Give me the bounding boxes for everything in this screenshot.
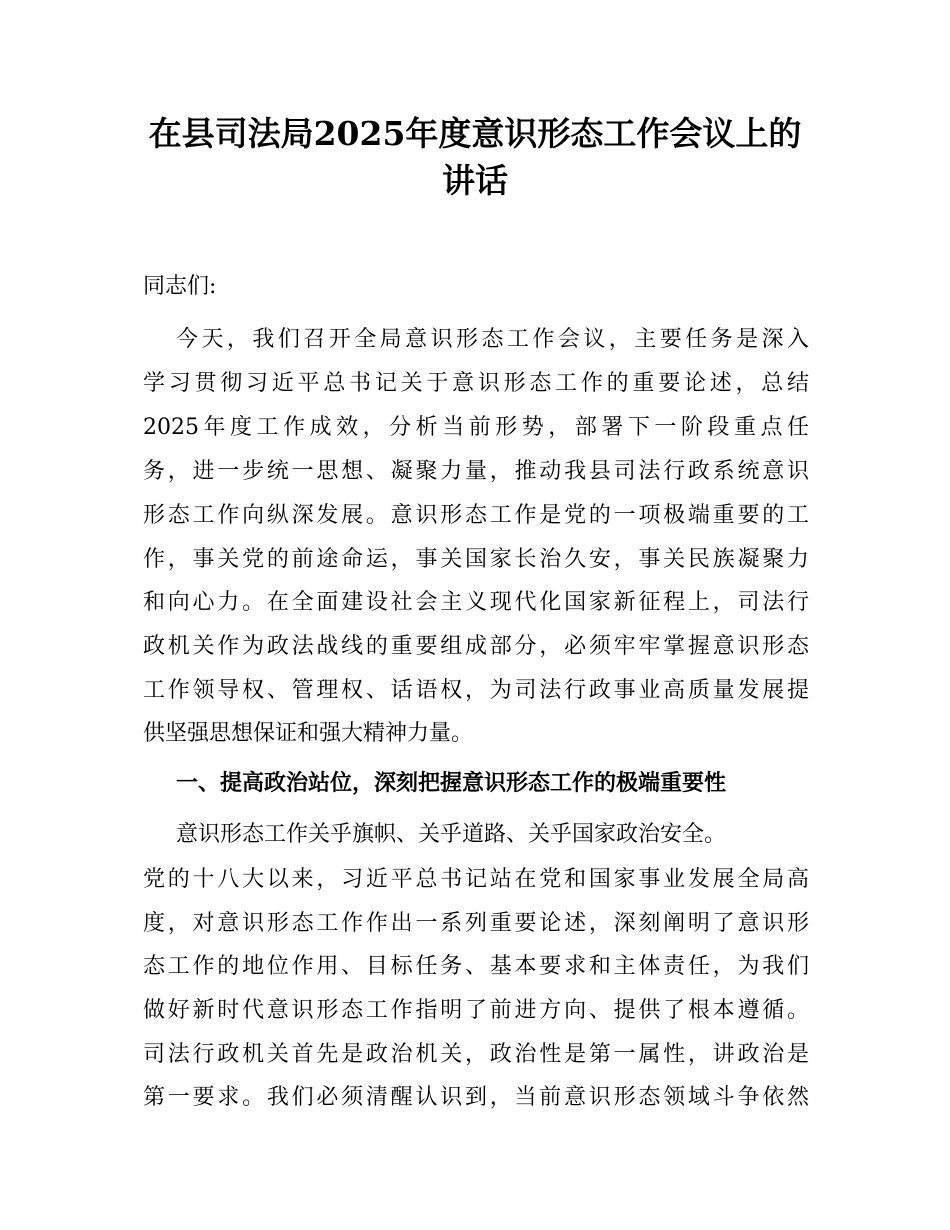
paragraph-line: 意识形态工作关乎旗帜、关乎道路、关乎国家政治安全。 [176, 822, 727, 847]
paragraph-line: 和向心力。在全面建设社会主义现代化国家新征程上，司法行 [143, 590, 809, 615]
document-title-line-2: 讲话 [442, 161, 508, 200]
paragraph-line: 度，对意识形态工作作出一系列重要论述，深刻阐明了意识形 [143, 911, 809, 936]
paragraph-line: 今天，我们召开全局意识形态工作会议，主要任务是深入 [176, 327, 809, 352]
document-title-line-1: 在县司法局2025年度意识形态工作会议上的 [148, 114, 802, 153]
paragraph-line: 做好新时代意识形态工作指明了前进方向、提供了根本遵循。 [143, 998, 809, 1023]
paragraph-line: 司法行政机关首先是政治机关，政治性是第一属性，讲政治是 [143, 1042, 809, 1067]
paragraph-line: 学习贯彻习近平总书记关于意识形态工作的重要论述，总结 [143, 371, 809, 396]
paragraph-line: 务，进一步统一思想、凝聚力量，推动我县司法行政系统意识 [143, 459, 809, 484]
paragraph-line: 党的十八大以来，习近平总书记站在党和国家事业发展全局高 [143, 867, 809, 892]
paragraph-line: 政机关作为政法战线的重要组成部分，必须牢牢掌握意识形态 [143, 634, 809, 659]
paragraph-line: 形态工作向纵深发展。意识形态工作是党的一项极端重要的工 [143, 503, 809, 528]
greeting: 同志们: [143, 274, 217, 299]
section-heading-1: 一、提高政治站位，深刻把握意识形态工作的极端重要性 [176, 771, 727, 796]
paragraph-line: 作，事关党的前途命运，事关国家长治久安，事关民族凝聚力 [143, 547, 809, 572]
paragraph-line: 供坚强思想保证和强大精神力量。 [143, 721, 474, 746]
paragraph-line: 态工作的地位作用、目标任务、基本要求和主体责任，为我们 [143, 954, 809, 979]
paragraph-line: 第一要求。我们必须清醒认识到，当前意识形态领域斗争依然 [143, 1085, 809, 1110]
paragraph-line: 工作领导权、管理权、话语权，为司法行政事业高质量发展提 [143, 678, 809, 703]
paragraph-line: 2025年度工作成效，分析当前形势，部署下一阶段重点任 [143, 415, 809, 440]
